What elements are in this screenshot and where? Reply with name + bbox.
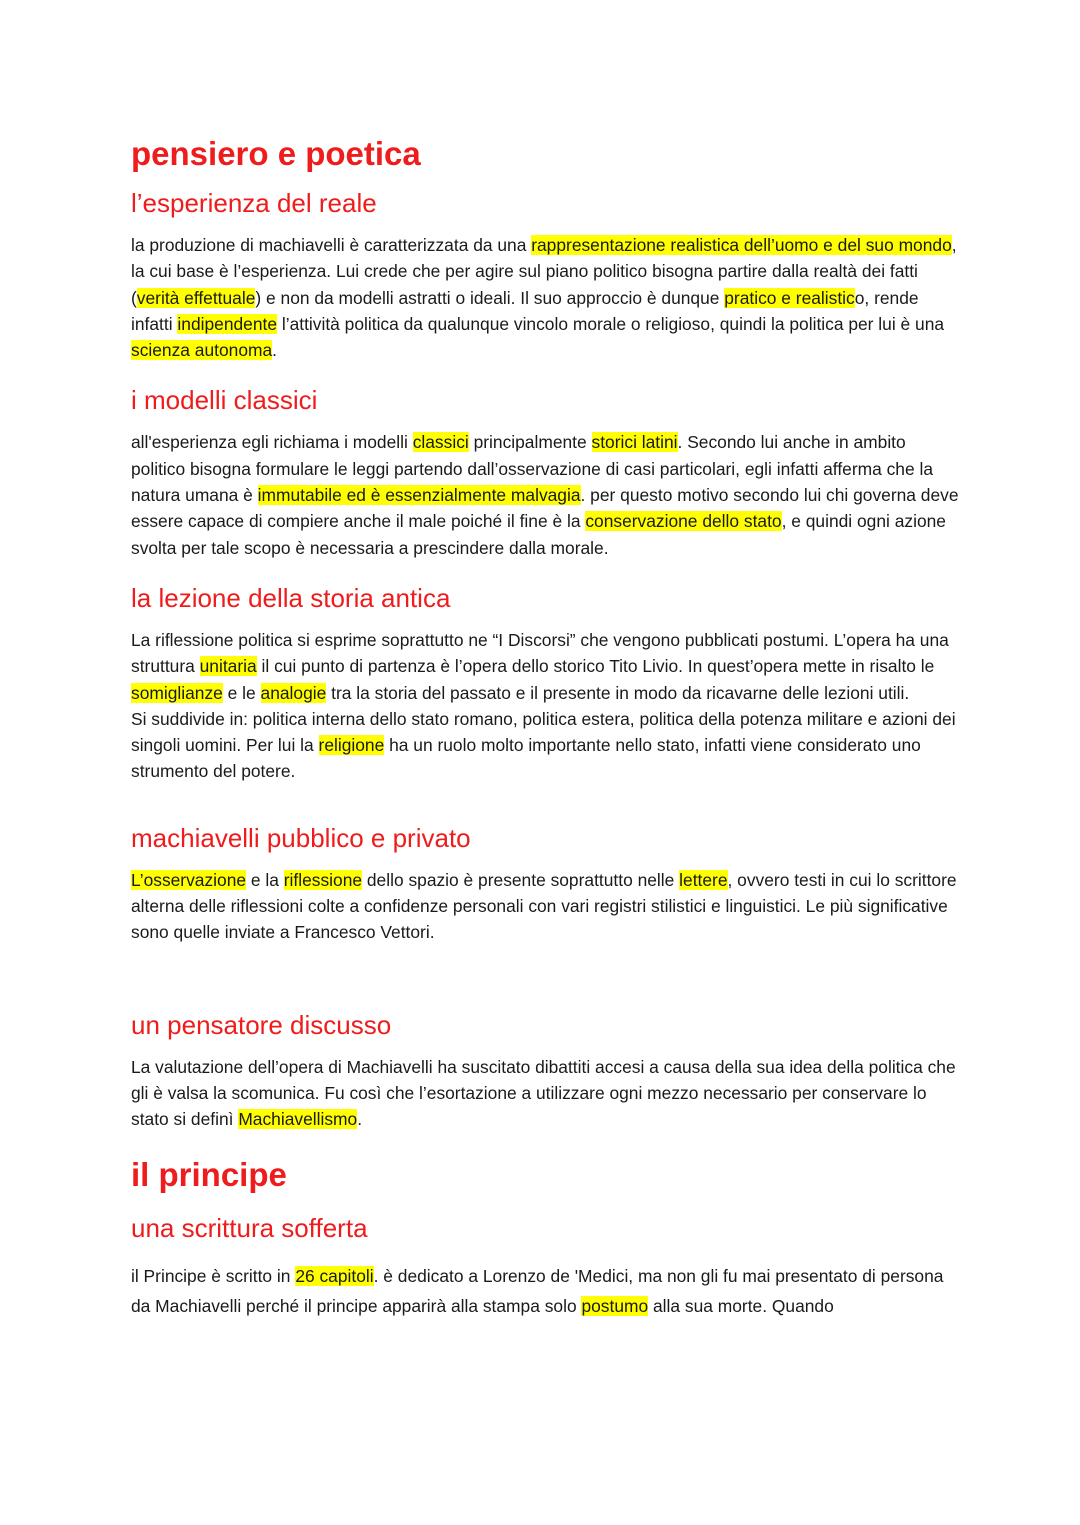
paragraph-lezione-storia-antica — [131, 627, 961, 785]
section-title-pensiero-e-poetica: pensiero e poetica — [131, 135, 421, 172]
text-run: . è dedicato a Lorenzo de 'Medici, ma non gli fu mai presentato di persona da Machiavelli perché il principe apparirà alla stampa solo — [131, 1265, 944, 1316]
highlighted-text: storici latini — [591, 432, 678, 453]
highlighted-text: conservazione dello stato — [585, 511, 782, 532]
text-run: il Principe è scritto in — [131, 1265, 296, 1286]
text-run: La riflessione politica si esprime soprattutto ne “I Discorsi” che vengono pubblicati postumi. L’opera ha una struttura — [131, 629, 949, 677]
text-run: . — [272, 340, 277, 361]
section-title-il-principe: il principe — [131, 1155, 287, 1193]
paragraph-esperienza-del-reale — [131, 232, 961, 363]
paragraph-pubblico-e-privato — [131, 867, 961, 946]
text-run: Si suddivide in: politica interna dello stato romano, politica estera, politica della potenza militare e azioni dei singoli uomini. Per lui la — [131, 708, 956, 756]
text-run: il cui punto di partenza è l’opera dello storico Tito Livio. In quest’opera mette in risalto le — [256, 656, 935, 677]
highlighted-text: riflessione — [283, 869, 363, 890]
subheading-pensatore-discusso: un pensatore discusso — [131, 1009, 392, 1040]
text-run: . per questo motivo secondo lui chi governa deve essere capace di compiere anche il male poiché il fine è la — [131, 485, 959, 532]
highlighted-text: scienza autonoma — [131, 340, 273, 361]
highlighted-text: analogie — [260, 682, 327, 703]
text-run: ha un ruolo molto importante nello stato, infatti viene considerato uno strumento del potere. — [131, 735, 921, 782]
text-run: la produzione di machiavelli è caratterizzata da una — [131, 235, 532, 255]
highlighted-text: immutabile ed è essenzialmente malvagia — [257, 485, 581, 506]
paragraph-pensatore-discusso — [131, 1054, 961, 1133]
subheading-modelli-classici: i modelli classici — [131, 385, 318, 416]
text-run: , la cui base è l’esperienza. Lui crede che per agire sul piano politico bisogna partire dalla realtà dei fatti ( — [131, 235, 957, 308]
highlighted-text: verità effettuale — [136, 287, 256, 308]
text-run: e la — [246, 869, 284, 890]
text-run: principalmente — [468, 432, 592, 453]
text-run: all'esperienza egli richiama i modelli — [131, 432, 413, 453]
highlighted-text: postumo — [581, 1295, 649, 1316]
highlighted-text: rappresentazione realistica dell’uomo e del suo mondo — [531, 235, 952, 255]
highlighted-text: unitaria — [199, 656, 257, 677]
highlighted-text: classici — [412, 432, 469, 453]
text-run: alla sua morte. Quando — [648, 1295, 834, 1316]
highlighted-text: pratico e realistic — [724, 287, 855, 308]
highlighted-text: religione — [318, 735, 385, 756]
paragraph-modelli-classici — [131, 429, 961, 560]
text-run: La valutazione dell’opera di Machiavelli ha suscitato dibattiti accesi a causa della sua idea della politica che gli è valsa la scomunica. Fu così che l’esortazione a utilizzare ogni mezzo necessario per conservare lo stato si definì — [131, 1056, 956, 1130]
document-page — [131, 128, 961, 1321]
text-run: o, rende infatti — [131, 287, 919, 334]
text-run: . — [357, 1109, 363, 1130]
highlighted-text: indipendente — [177, 313, 278, 334]
text-run: e le — [222, 682, 261, 703]
highlighted-text: 26 capitoli — [295, 1265, 374, 1286]
highlighted-text: L’osservazione — [131, 869, 247, 890]
text-run: . Secondo lui anche in ambito politico bisogna formulare le leggi partendo dall’osservazione di casi particolari, egli infatti afferma che la natura umana è — [131, 432, 934, 506]
text-run: ) e non da modelli astratti o ideali. Il suo approccio è dunque — [255, 287, 725, 308]
subheading-pubblico-e-privato: machiavelli pubblico e privato — [131, 822, 471, 853]
subheading-lezione-storia-antica: la lezione della storia antica — [131, 582, 451, 613]
highlighted-text: Machiavellismo — [238, 1109, 358, 1130]
text-run: tra la storia del passato e il presente in modo da ricavarne delle lezioni utili. — [326, 682, 910, 703]
text-run: l’attività politica da qualunque vincolo morale o religioso, quindi la politica per lui è una — [277, 313, 945, 334]
subheading-esperienza-del-reale: l’esperienza del reale — [131, 188, 377, 218]
text-run: , e quindi ogni azione svolta per tale scopo è necessaria a prescindere dalla morale. — [131, 511, 946, 558]
text-run: dello spazio è presente soprattutto nelle — [362, 869, 680, 890]
text-run: , ovvero testi in cui lo scrittore alterna delle riflessioni colte a confidenze personali con vari registri stilistici e linguistici. Le più significative sono quelle inviate a Francesco Vettori. — [131, 869, 957, 943]
highlighted-text: somiglianze — [131, 682, 223, 703]
subheading-scrittura-sofferta: una scrittura sofferta — [131, 1212, 368, 1243]
highlighted-text: lettere — [679, 869, 728, 890]
paragraph-scrittura-sofferta — [131, 1261, 961, 1321]
